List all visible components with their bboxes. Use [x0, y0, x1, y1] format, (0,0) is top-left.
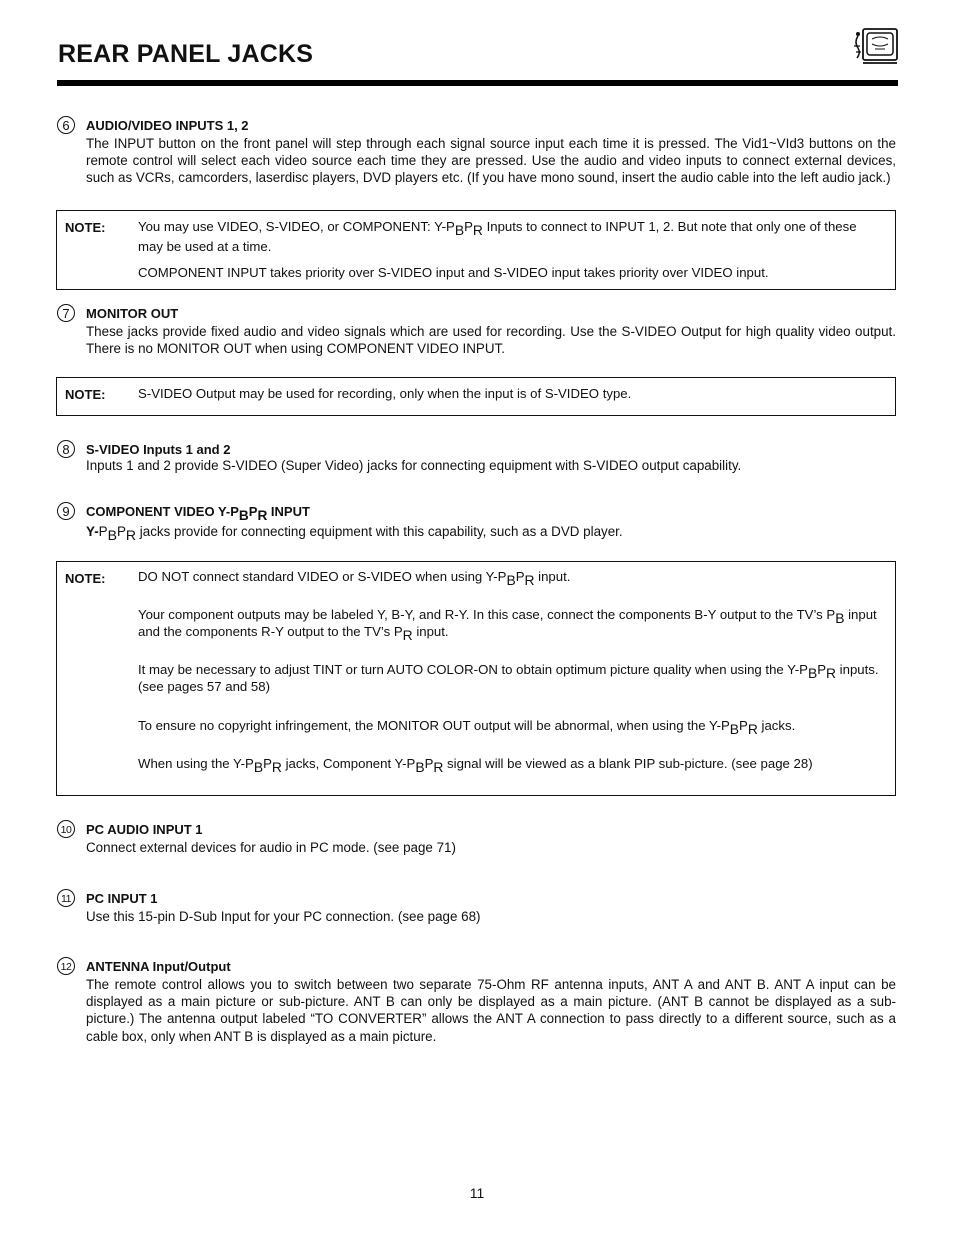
note-text: To ensure no copyright infringement, the MONITOR OUT output will be abnormal, when using the Y-PBPR jacks. [138, 718, 796, 738]
page-title: REAR PANEL JACKS [58, 40, 314, 68]
section-title: ANTENNA Input/Output [86, 959, 231, 974]
title-divider [57, 80, 898, 86]
section-body: The remote control allows you to switch between two separate 75-Ohm RF antenna inputs, ANT A and ANT B. ANT A input can be displayed as a main picture or sub-picture. ANT B can only be displayed as a main picture. (ANT B cannot be displayed as a sub-picture.) The antenna output labeled “TO CONVERTER” allows the ANT A connection to pass directly to a different source, such as a cable box, only when ANT B is displayed as a main picture. [86, 977, 896, 1044]
note-box [56, 561, 896, 796]
note-text: S-VIDEO Output may be used for recording, only when the input is of S-VIDEO type. [138, 386, 632, 401]
section-body: Inputs 1 and 2 provide S-VIDEO (Super Video) jacks for connecting equipment with S-VIDEO output capability. [86, 458, 742, 473]
note-text: It may be necessary to adjust TINT or turn AUTO COLOR-ON to obtain optimum picture quality when using the Y-PBPR inputs. (see pages 57 and 58) [138, 662, 879, 694]
section-number: 6 [57, 116, 75, 134]
tv-icon [852, 26, 900, 68]
note-label: NOTE: [65, 387, 106, 402]
note-box [56, 210, 896, 290]
section-body: Connect external devices for audio in PC mode. (see page 71) [86, 840, 456, 855]
note-text: You may use VIDEO, S-VIDEO, or COMPONENT: Y-PBPR Inputs to connect to INPUT 1, 2. But note that only one of these may be used at a time. [138, 219, 857, 254]
note-label: NOTE: [65, 571, 106, 586]
section-title: PC INPUT 1 [86, 891, 158, 906]
section-body: Y-PBPR jacks provide for connecting equipment with this capability, such as a DVD player. [86, 524, 623, 544]
note-text: Your component outputs may be labeled Y, B-Y, and R-Y. In this case, connect the components B-Y output to the TV’s PB input and the components R-Y output to the TV’s PR input. [138, 607, 877, 644]
note-label: NOTE: [65, 220, 106, 235]
note-box [56, 377, 896, 416]
section-number: 12 [57, 957, 75, 975]
section-title: AUDIO/VIDEO INPUTS 1, 2 [86, 118, 249, 133]
section-title: PC AUDIO INPUT 1 [86, 822, 203, 837]
section-number: 8 [57, 440, 75, 458]
note-text: COMPONENT INPUT takes priority over S-VIDEO input and S-VIDEO input takes priority over VIDEO input. [138, 265, 769, 280]
section-title: MONITOR OUT [86, 306, 179, 321]
section-number: 10 [57, 820, 75, 838]
section-body: The INPUT button on the front panel will step through each signal source input each time it is pressed. The Vid1~VId3 buttons on the remote control will select each video source each time they are pressed. Use the audio and video inputs to connect external devices, such as VCRs, camcorders, laserdisc players, DVD players etc. (If you have mono sound, insert the audio cable into the left audio jack.) [86, 136, 896, 186]
section-body: Use this 15-pin D-Sub Input for your PC connection. (see page 68) [86, 909, 481, 924]
section-body: These jacks provide fixed audio and video signals which are used for recording. Use the S-VIDEO Output for high quality video output. There is no MONITOR OUT when using COMPONENT VIDEO INPUT. [86, 324, 896, 357]
note-text: When using the Y-PBPR jacks, Component Y-PBPR signal will be viewed as a blank PIP sub-picture. (see page 28) [138, 756, 813, 776]
section-title: COMPONENT VIDEO Y-PBPR INPUT [86, 504, 310, 524]
section-number: 7 [57, 304, 75, 322]
note-text: DO NOT connect standard VIDEO or S-VIDEO when using Y-PBPR input. [138, 569, 571, 589]
section-number: 11 [57, 889, 75, 907]
page-number: 11 [469, 1185, 485, 1201]
section-number: 9 [57, 502, 75, 520]
section-title: S-VIDEO Inputs 1 and 2 [86, 442, 231, 457]
